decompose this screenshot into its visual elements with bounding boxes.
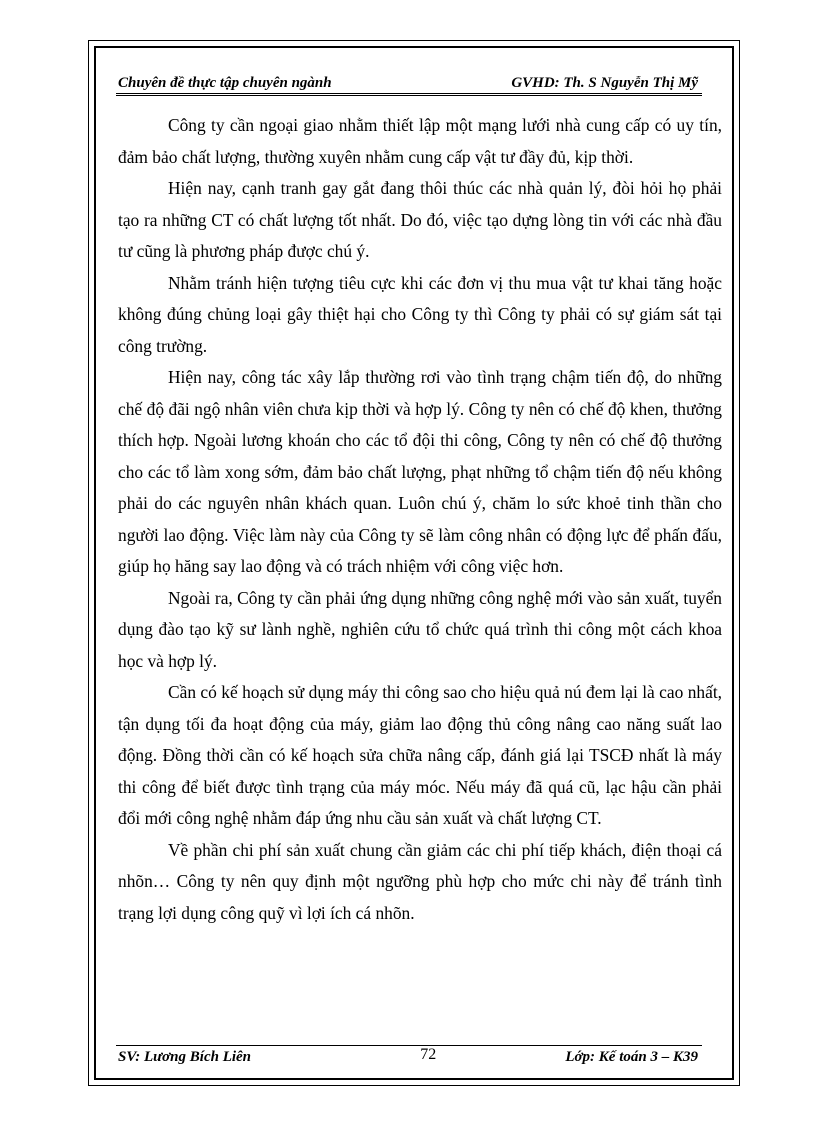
header-title: Chuyên đề thực tập chuyên ngành: [118, 75, 332, 91]
paragraph: Công ty cần ngoại giao nhằm thiết lập một mạng lưới nhà cung cấp có uy tín, đảm bảo chất lượng, thường xuyên nhằm cung cấp vật tư đầy đủ, kịp thời.: [118, 115, 722, 167]
paragraph: Hiện nay, cạnh tranh gay gắt đang thôi thúc các nhà quản lý, đòi hỏi họ phải tạo ra những CT có chất lượng tốt nhất. Do đó, việc tạo dựng lòng tin với các nhà đầu tư cũng là phương pháp được chú ý.: [118, 178, 722, 261]
paragraph: Cần có kế hoạch sử dụng máy thi công sao cho hiệu quả nú đem lại là cao nhất, tận dụng tối đa hoạt động của máy, giảm lao động thủ công nâng cao năng suất lao động. Đồng thời cần có kế hoạch sửa chữa nâng cấp, đánh giá lại TSCĐ nhất là máy thi công để biết được tình trạng của máy móc. Nếu máy đã quá cũ, lạc hậu cần phải đổi mới công nghệ nhằm đáp ứng nhu cầu sản xuất và chất lượng CT.: [118, 682, 722, 828]
document-body: [118, 110, 722, 929]
page-number: 72: [420, 1046, 437, 1063]
paragraph: Nhằm tránh hiện tượng tiêu cực khi các đơn vị thu mua vật tư khai tăng hoặc không đúng chủng loại gây thiệt hại cho Công ty thì Công ty phải có sự giám sát tại công trường.: [118, 272, 722, 356]
page-footer: [118, 1046, 698, 1073]
footer-student: SV: Lương Bích Liên: [118, 1049, 252, 1065]
paragraph: Ngoài ra, Công ty cần phải ứng dụng những công nghệ mới vào sản xuất, tuyển dụng đào tạo kỹ sư lành nghề, nghiên cứu tổ chức quá trình thi công một cách khoa học và hợp lý.: [118, 587, 722, 671]
header-supervisor: GVHD: Th. S Nguyễn Thị Mỹ: [511, 75, 698, 91]
header-divider: [116, 93, 702, 96]
footer-divider: [116, 1045, 702, 1046]
footer-class: Lớp: Kế toán 3 – K39: [565, 1049, 698, 1065]
paragraph: Về phần chi phí sản xuất chung cần giảm các chi phí tiếp khách, điện thoại cá nhõn… Công ty nên quy định một ngưỡng phù hợp cho mức chi này để tránh tình trạng lợi dụng công quỹ vì lợi ích cá nhõn.: [118, 839, 722, 923]
paragraph: Hiện nay, công tác xây lắp thường rơi vào tình trạng chậm tiến độ, do những chế độ đãi ngộ nhân viên chưa kịp thời và hợp lý. Công ty nên có chế độ khen, thưởng thích hợp. Ngoài lương khoán cho các tổ đội thi công, Công ty nên có chế độ thưởng cho các tổ làm xong sớm, đảm bảo chất lượng, phạt những tổ chậm tiến độ nếu không phải do các nguyên nhân khách quan. Luôn chú ý, chăm lo sức khoẻ tinh thần cho người lao động. Việc làm này của Công ty sẽ làm công nhân có động lực để phấn đấu, giúp họ hăng say lao động và có trách nhiệm với công việc hơn.: [118, 367, 722, 576]
page-header: [118, 66, 698, 92]
